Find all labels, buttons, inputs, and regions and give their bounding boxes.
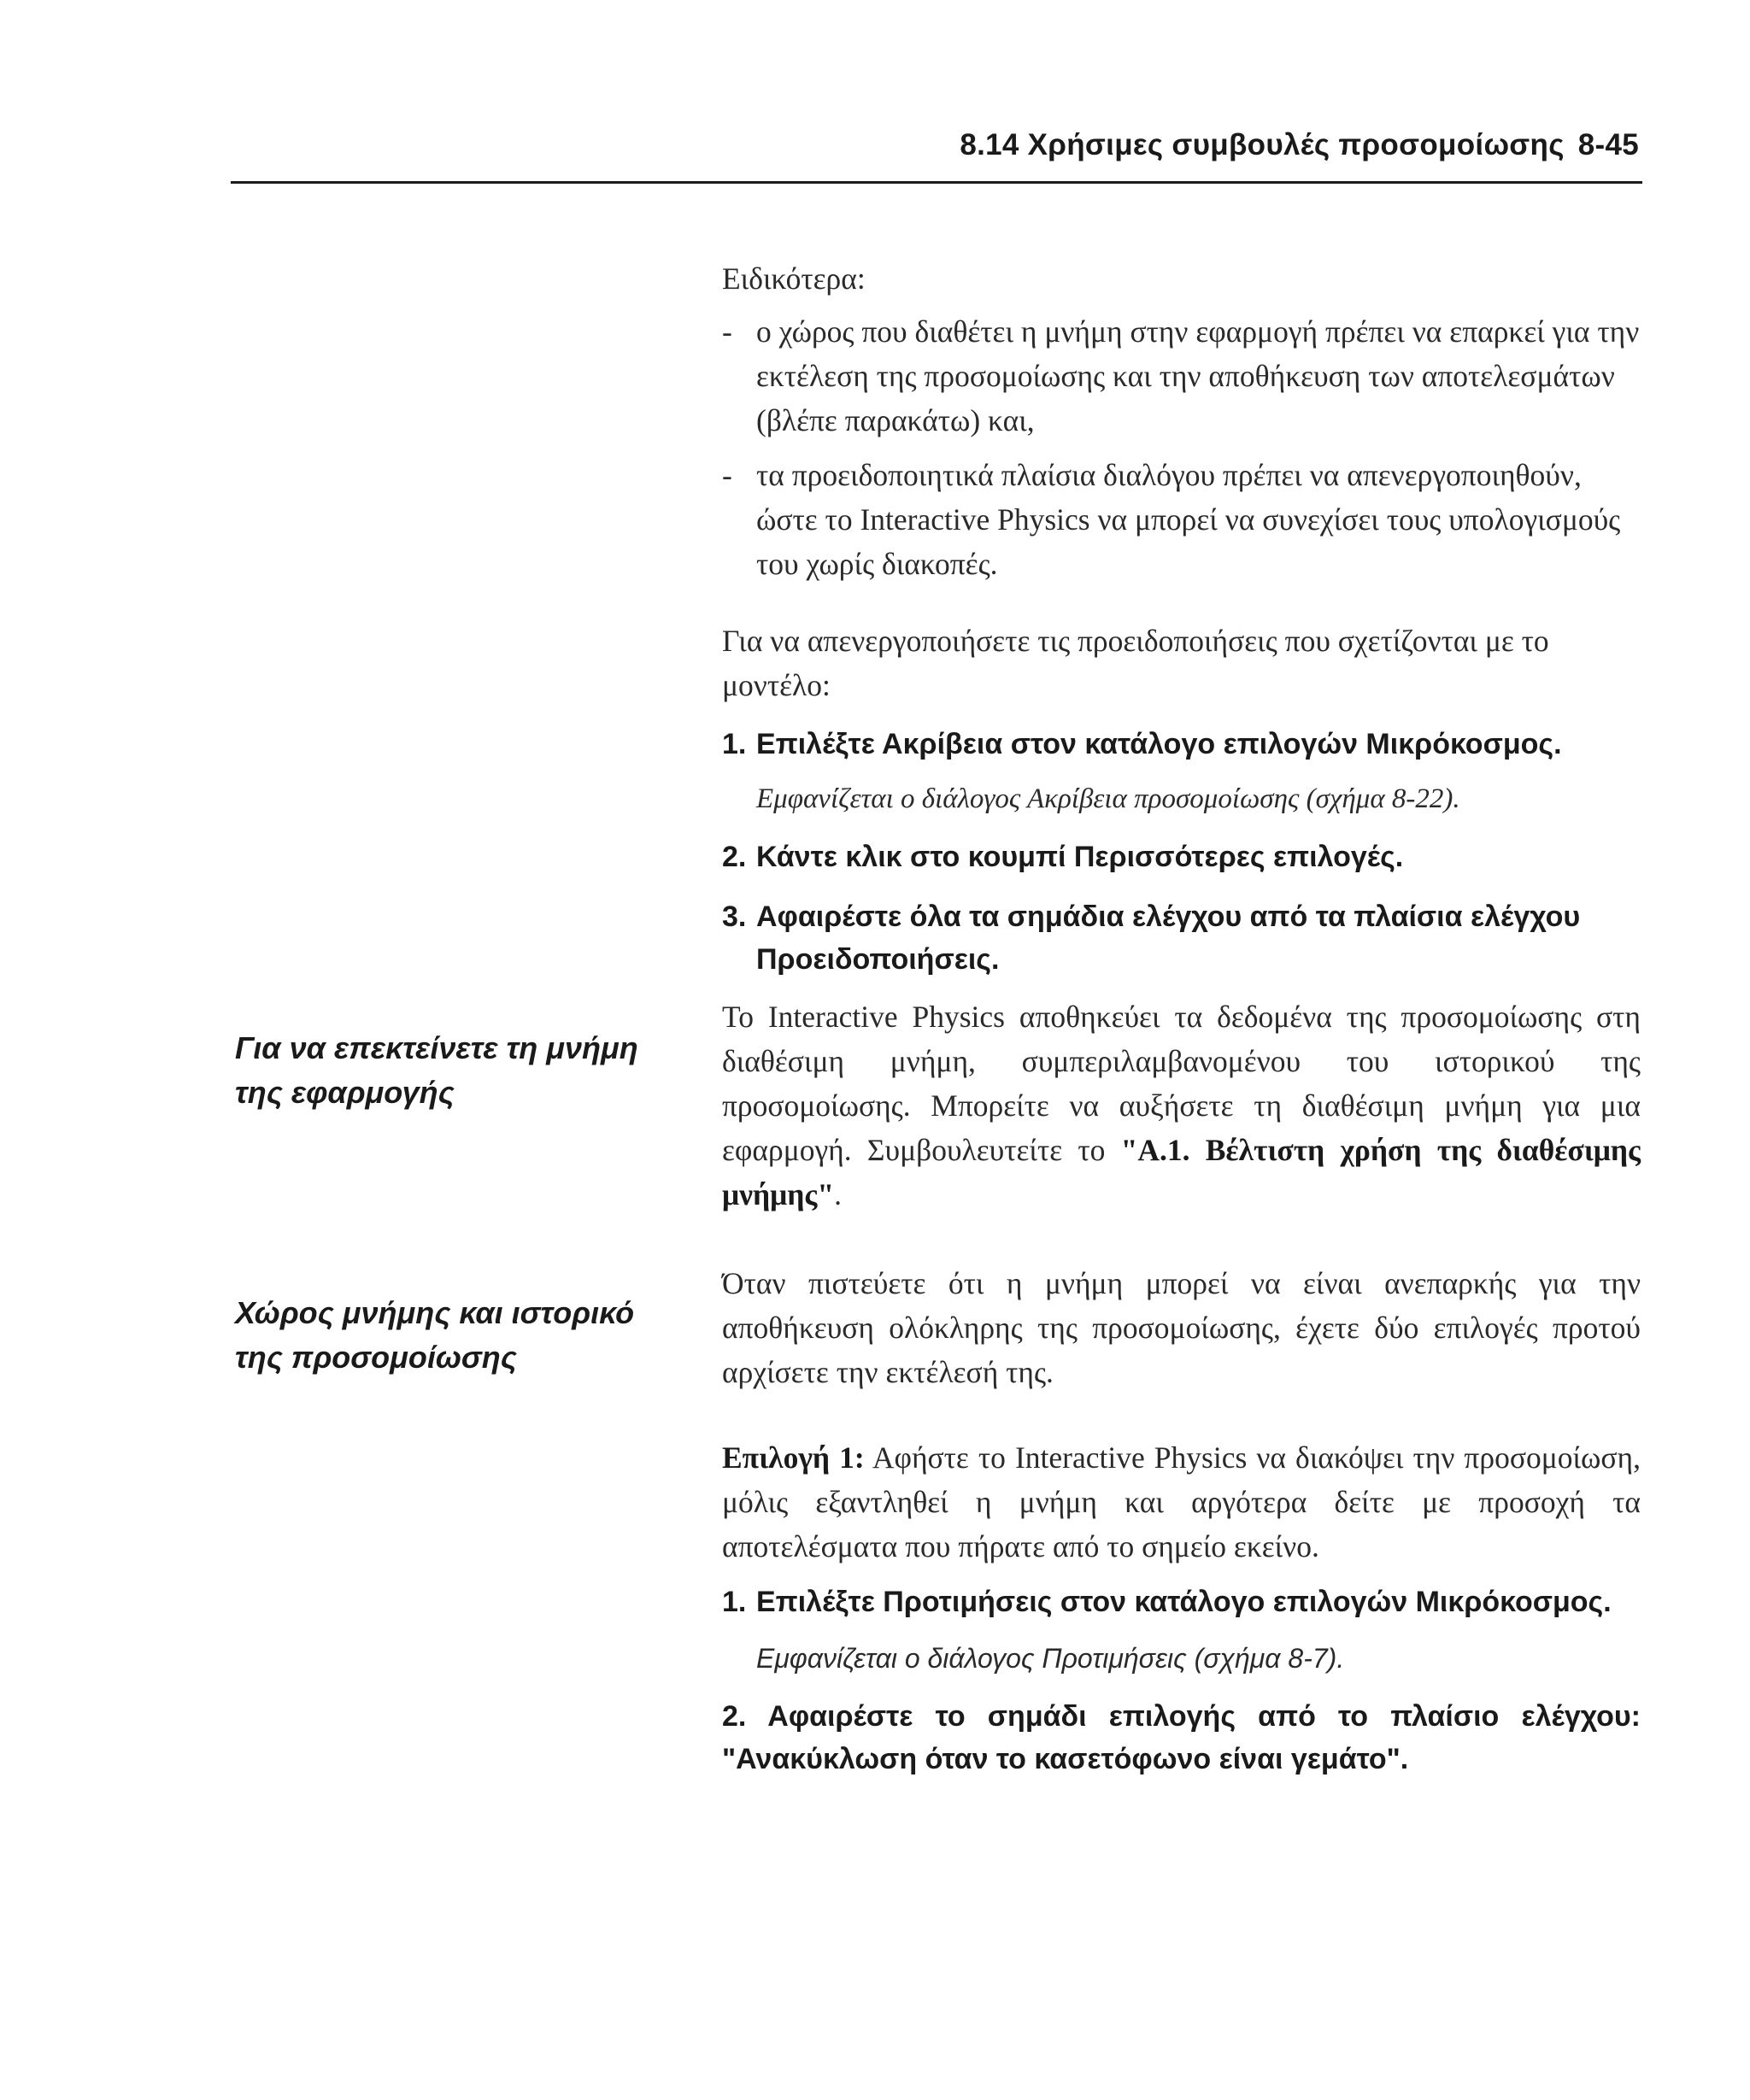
step-text: Επιλέξτε Ακρίβεια στον κατάλογο επιλογών Μικρόκοσμος.	[756, 728, 1562, 760]
paragraph-text: Το Interactive Physics αποθηκεύει τα δεδομένα της προσομοίωσης στη διαθέσιμη μνήμη, συμπεριλαμβανομένου του ιστορικού της προσομοίωσης. Μπορείτε να αυξήσετε τη διαθέσιμη μνήμη για μια εφαρμογή. Συμβουλευτείτε το	[722, 1000, 1641, 1167]
list-item-text: ο χώρος που διαθέτει η μνήμη στην εφαρμογή πρέπει να επαρκεί για την εκτέλεση της προσομοίωσης και την αποθήκευση των αποτελεσμάτων (βλέπε παρακάτω) και,	[756, 314, 1640, 437]
paragraph-memory	[722, 994, 1641, 1217]
step-number: 2.	[722, 841, 747, 873]
step-b-2	[722, 1695, 1641, 1780]
list-item	[722, 309, 1641, 443]
intro-label: Ειδικότερα:	[722, 261, 866, 296]
paragraph-end: .	[834, 1177, 842, 1211]
bullet-list	[722, 309, 1641, 586]
section-title: 8.14 Χρήσιμες συμβουλές προσομοίωσης	[960, 128, 1565, 161]
step-number: 1.	[722, 1586, 747, 1618]
option-text: Αφήστε το Interactive Physics να διακόψει την προσομοίωση, μόλις εξαντληθεί η μνήμη και αργότερα δείτε με προσοχή τα αποτελέσματα που πήρατε από το σημείο εκείνο.	[722, 1440, 1641, 1563]
list-item	[722, 453, 1641, 586]
step-text: Επιλέξτε Προτιμήσεις στον κατάλογο επιλογών Μικρόκοσμος.	[756, 1586, 1612, 1618]
step-number: 1.	[722, 728, 747, 760]
paragraph-disable-warnings: Για να απενεργοποιήσετε τις προειδοποιήσεις που σχετίζονται με το μοντέλο:	[722, 624, 1549, 702]
step-number: 3.	[722, 900, 747, 933]
cross-reference: "Α.1. Βέλτιστη χρήση της διαθέσιμης μνήμης"	[722, 1133, 1641, 1211]
step-3	[722, 895, 1641, 981]
dash-marker: -	[722, 458, 732, 492]
list-item-text: τα προειδοποιητικά πλαίσια διαλόγου πρέπει να απενεργοποιηθούν, ώστε το Interactive Physics να μπορεί να συνεχίσει τους υπολογισμούς του χωρίς διακοπές.	[756, 458, 1621, 581]
step-note: Εμφανίζεται ο διάλογος Ακρίβεια προσομοίωσης (σχήμα 8-22).	[756, 783, 1460, 814]
side-heading-memory: Για να επεκτείνετε τη μνήμη της εφαρμογής	[235, 1030, 638, 1110]
main-column	[722, 256, 1641, 1780]
step-1	[722, 723, 1641, 766]
step-2	[722, 836, 1641, 878]
step-number: 2.	[722, 1700, 747, 1733]
page-number: 8-45	[1577, 128, 1639, 161]
running-header	[231, 120, 1642, 184]
step-text: Αφαιρέστε το σημάδι επιλογής από το πλαίσιο ελέγχου: "Ανακύκλωση όταν το κασετόφωνο είναι γεμάτο".	[722, 1700, 1641, 1775]
header-text	[960, 128, 1639, 162]
step-note: Εμφανίζεται ο διάλογος Προτιμήσεις (σχήμα 8-7).	[756, 1643, 1345, 1674]
dash-marker: -	[722, 314, 732, 349]
side-heading-history: Χώρος μνήμης και ιστορικό της προσομοίωσης	[235, 1295, 635, 1375]
option-label: Επιλογή 1:	[722, 1440, 865, 1475]
paragraph-history: Όταν πιστεύετε ότι η μνήμη μπορεί να είναι ανεπαρκής για την αποθήκευση ολόκληρης της προσομοίωσης, έχετε δύο επιλογές προτού αρχίσετε την εκτέλεσή της.	[722, 1266, 1641, 1389]
step-b-1	[722, 1581, 1641, 1623]
step-text: Αφαιρέστε όλα τα σημάδια ελέγχου από τα πλαίσια ελέγχου Προειδοποιήσεις.	[756, 900, 1581, 976]
paragraph-option-1	[722, 1435, 1641, 1569]
step-text: Κάντε κλικ στο κουμπί Περισσότερες επιλογές.	[756, 841, 1404, 873]
